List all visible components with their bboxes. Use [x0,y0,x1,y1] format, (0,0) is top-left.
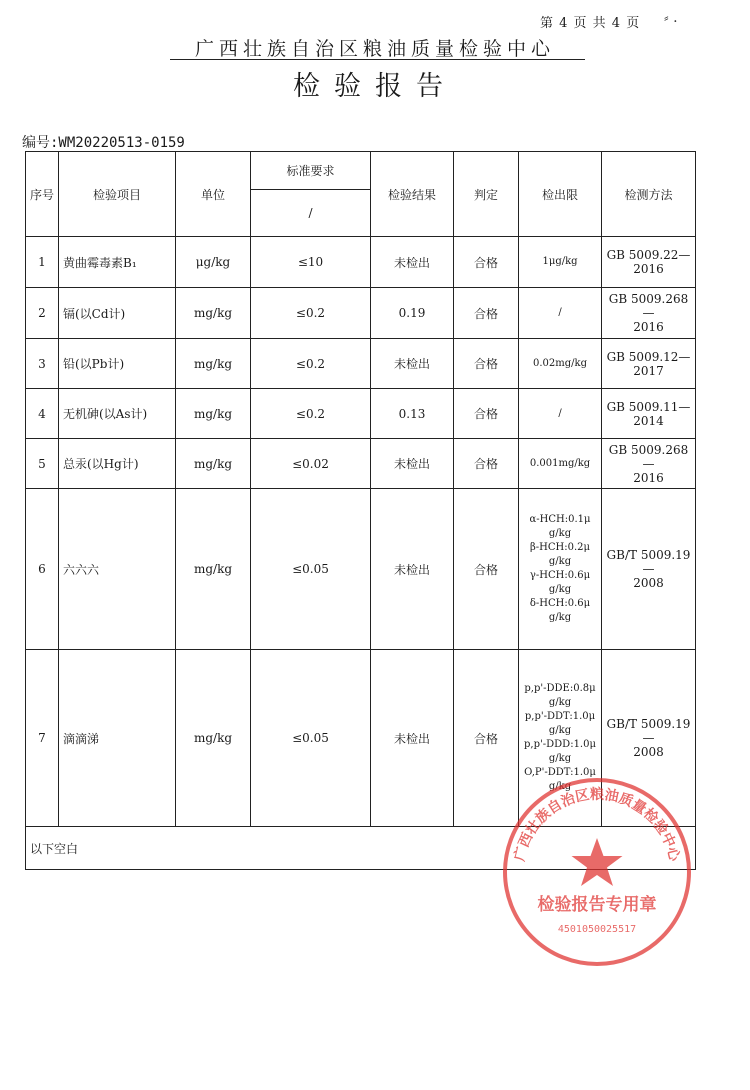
limit-line: p,p'-DDD:1.0μ [524,739,596,750]
row-item: 黄曲霉毒素B₁ [59,237,176,288]
row-standard: ≤10 [251,237,371,288]
row-judgment: 合格 [454,389,519,439]
row-item: 镉(以Cd计) [59,288,176,339]
row-judgment: 合格 [454,288,519,339]
row-result: 未检出 [371,237,454,288]
row-standard: ≤0.02 [251,439,371,489]
row-standard: ≤0.2 [251,339,371,389]
table-row [26,389,696,439]
blank-note: 以下空白 [26,827,696,870]
row-limit: / [519,288,602,339]
row-judgment: 合格 [454,237,519,288]
row-method-line2: 2008 [633,576,664,590]
row-result: 未检出 [371,439,454,489]
corner-mark: ⸗ . [664,10,678,26]
row-method [602,339,696,389]
row-method-line2: 2017 [633,363,664,378]
header-no: 序号 [26,152,59,237]
results-table [25,151,696,870]
row-limit: / [519,389,602,439]
row-method-line2: 2008 [633,745,664,759]
row-item: 无机砷(以As计) [59,389,176,439]
title-underline [170,59,585,60]
seal-star-icon [572,838,623,886]
header-standard: 标准要求 [251,152,371,190]
header-judgment: 判定 [454,152,519,237]
official-seal [497,774,697,970]
row-method-line2: 2016 [633,320,664,334]
limit-line: γ-HCH:0.6μ [529,570,591,581]
row-method [602,288,696,339]
seal-label: 检验报告专用章 [537,895,657,915]
row-result: 未检出 [371,650,454,827]
limit-line: g/kg [548,612,572,623]
row-method-line1: GB 5009.268— [608,292,689,320]
row-judgment: 合格 [454,650,519,827]
row-method-line2: 2016 [633,470,664,485]
row-item: 滴滴涕 [59,650,176,827]
row-method-line1: GB 5009.22— [606,248,691,262]
row-limit: 0.02mg/kg [519,339,602,389]
row-method-line1: GB 5009.268— [608,442,689,471]
limit-line: g/kg [548,528,572,539]
limit-line: g/kg [548,584,572,595]
table-row [26,288,696,339]
table-row [26,339,696,389]
header-method: 检测方法 [602,152,696,237]
row-judgment: 合格 [454,439,519,489]
row-limit: 1μg/kg [519,237,602,288]
table-row [26,439,696,489]
row-no: 2 [26,288,59,339]
row-result: 未检出 [371,489,454,650]
header-item: 检验项目 [59,152,176,237]
row-standard: ≤0.05 [251,650,371,827]
limit-line: g/kg [548,697,572,708]
row-method [602,439,696,489]
limit-line: δ-HCH:0.6μ [529,598,591,609]
table-row [26,237,696,288]
row-result: 0.19 [371,288,454,339]
organization-name: 广西壮族自治区粮油质量检验中心 [194,38,555,60]
limit-line: g/kg [548,556,572,567]
seal-code: 4501050025517 [557,924,637,935]
header-result: 检验结果 [371,152,454,237]
row-unit: mg/kg [176,389,251,439]
row-result: 0.13 [371,389,454,439]
report-number: 编号:WM20220513-0159 [22,135,185,151]
row-unit: mg/kg [176,339,251,389]
row-no: 1 [26,237,59,288]
row-standard: ≤0.2 [251,288,371,339]
limit-line: β-HCH:0.2μ [529,542,591,553]
row-standard: ≤0.2 [251,389,371,439]
row-method-line2: 2014 [633,413,664,428]
row-no: 5 [26,439,59,489]
page-number: 第 4 页 共 4 页 [540,16,641,31]
limit-line: α-HCH:0.1μ [529,514,591,525]
limit-line: g/kg [548,725,572,736]
row-method [602,237,696,288]
row-method-line1: GB/T 5009.19— [606,717,691,745]
row-unit: mg/kg [176,650,251,827]
limit-line: g/kg [548,753,572,764]
limit-line: g/kg [548,781,572,792]
row-unit: mg/kg [176,288,251,339]
row-item: 总汞(以Hg计) [59,439,176,489]
limit-line: p,p'-DDT:1.0μ [524,711,596,722]
row-unit: mg/kg [176,439,251,489]
row-no: 4 [26,389,59,439]
row-no: 7 [26,650,59,827]
row-item: 六六六 [59,489,176,650]
seal-arc-text: 广西壮族自治区粮油质量检验中心 [511,786,683,863]
row-method-line2: 2016 [633,262,664,276]
limit-line: O,P'-DDT:1.0μ [524,767,596,778]
document-title: 检验报告 [293,71,457,102]
row-limit [519,489,602,650]
row-no: 3 [26,339,59,389]
row-standard: ≤0.05 [251,489,371,650]
row-item: 铅(以Pb计) [59,339,176,389]
row-method [602,489,696,650]
header-standard-sub: / [251,190,371,237]
row-unit: μg/kg [176,237,251,288]
limit-line: p,p'-DDE:0.8μ [524,683,596,694]
row-method-line1: GB/T 5009.19— [606,548,691,576]
row-judgment: 合格 [454,339,519,389]
row-result: 未检出 [371,339,454,389]
row-unit: mg/kg [176,489,251,650]
row-method-line1: GB 5009.12— [606,349,691,364]
row-judgment: 合格 [454,489,519,650]
row-no: 6 [26,489,59,650]
row-method [602,389,696,439]
row-limit: 0.001mg/kg [519,439,602,489]
table-row [26,489,696,650]
header-unit: 单位 [176,152,251,237]
row-method-line1: GB 5009.11— [606,399,691,414]
header-detection-limit: 检出限 [519,152,602,237]
